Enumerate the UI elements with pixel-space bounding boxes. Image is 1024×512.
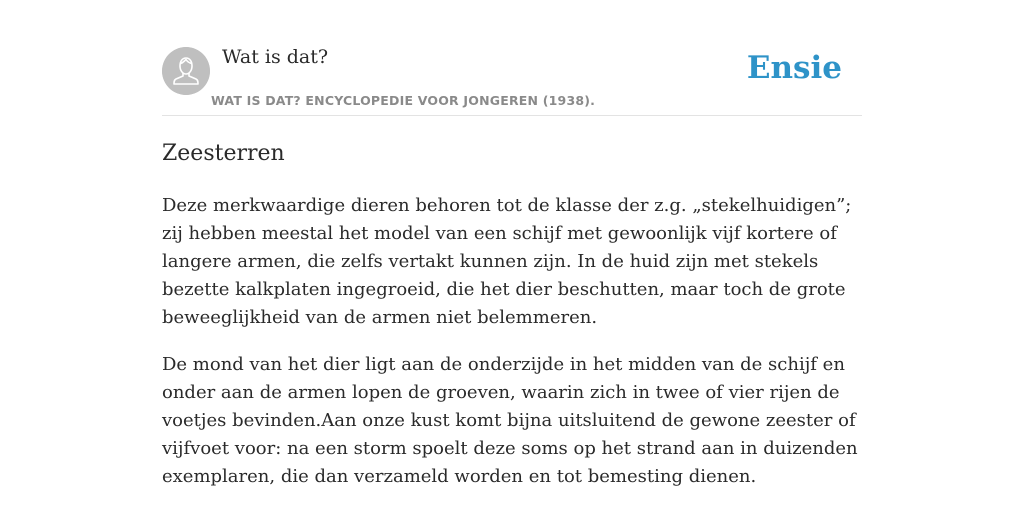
article-paragraph: De mond van het dier ligt aan de onderzijde in het midden van de schijf en onder aan de armen lopen de groeven, waarin zich in twee of vier rijen de voetjes bevinden.Aan onze kust komt bijna uitsluitend de gewone zeester of vijfvoet voor: na een storm spoelt deze soms op het strand aan in duizenden exemplaren, die dan verzameld worden en tot bemesting dienen. <box>162 354 858 487</box>
source-label[interactable]: WAT IS DAT? ENCYCLOPEDIE VOOR JONGEREN (1938). <box>211 93 596 108</box>
user-avatar-icon[interactable] <box>162 47 210 95</box>
article-header <box>162 0 862 116</box>
author-name-link[interactable]: Wat is dat? <box>222 46 329 68</box>
article-body <box>162 192 862 510</box>
article-title: Zeesterren <box>162 141 285 166</box>
article-container <box>162 0 862 487</box>
article-paragraph: Deze merkwaardige dieren behoren tot de klasse der z.g. „stekelhuidigen”; zij hebben meestal het model van een schijf met gewoonlijk vijf kortere of langere armen, die zelfs vertakt kunnen zijn. In de huid zijn met stekels bezette kalkplaten ingegroeid, die het dier beschutten, maar toch de grote beweeglijkheid van de armen niet belemmeren. <box>162 195 852 328</box>
brand-logo[interactable]: Ensie <box>746 50 842 86</box>
